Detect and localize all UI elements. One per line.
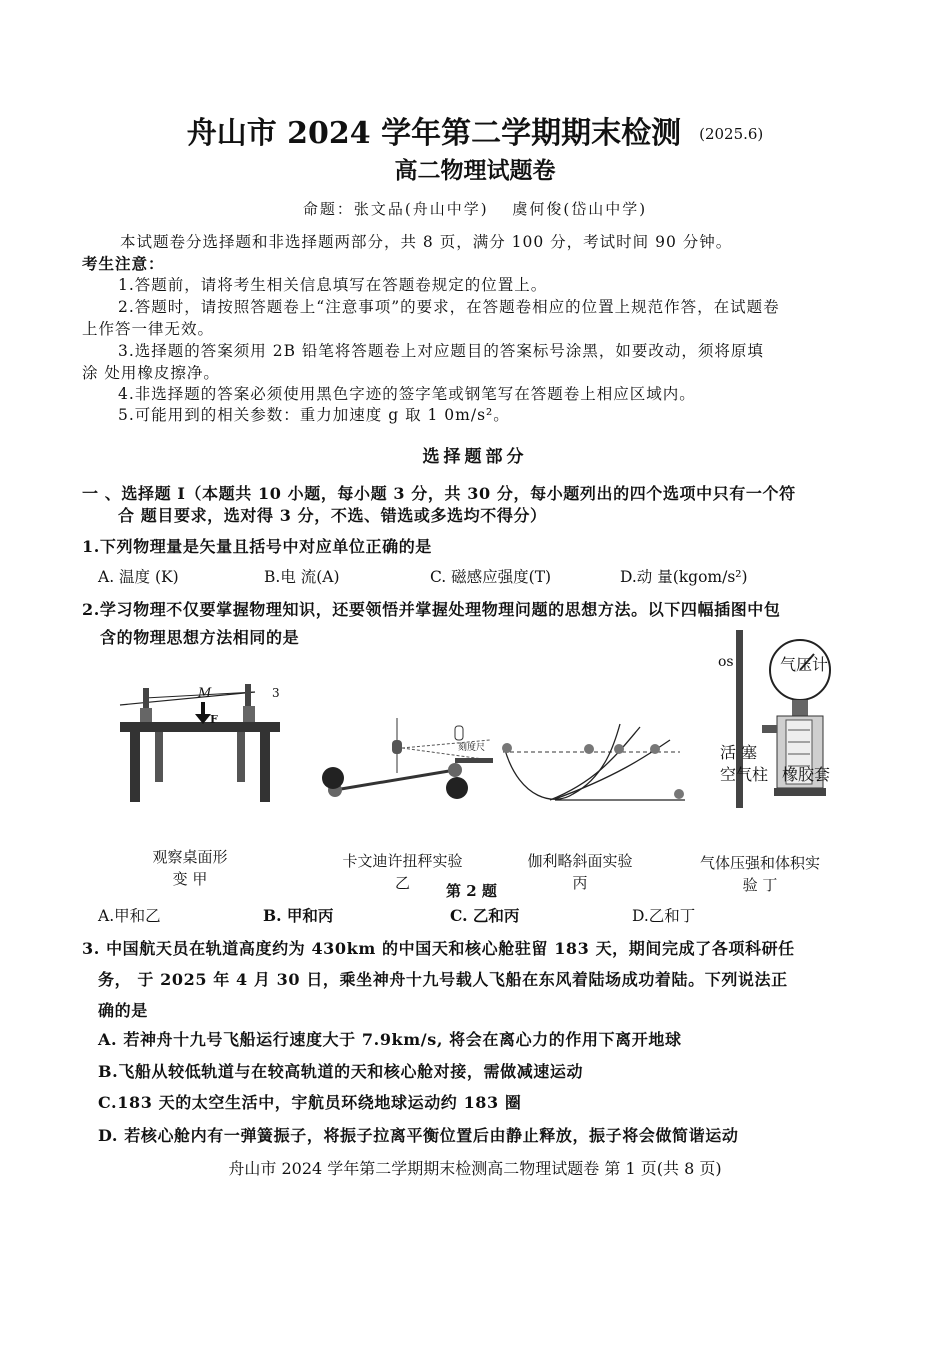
caption-bing: [515, 850, 645, 894]
page-title: [0, 108, 950, 152]
notice-item-4: 4.非选择题的答案必须使用黑色字迹的签字笔或钢笔写在答题卷上相应区域内。: [118, 385, 696, 403]
figure-air-label: 空气柱: [720, 765, 769, 784]
q3-stem-cont-1: 务， 于 2025 年 4 月 30 日，乘坐神舟十九号载人飞船在东风着陆场成功着陆。下列说法正: [98, 970, 788, 989]
authors-line: 命题：张文品(舟山中学) 虞何俊(岱山中学): [302, 200, 648, 218]
caption-ding-line1: 气体压强和体积实: [699, 854, 820, 872]
figure-number-mark: 3: [272, 686, 280, 700]
q2-stem-cont: 含的物理思想方法相同的是: [100, 628, 300, 647]
caption-ding: [690, 852, 830, 896]
page-subtitle: 高二物理试题卷: [394, 157, 556, 184]
figure-galileo-incline: [495, 722, 690, 810]
figure-cavendish: [315, 718, 495, 810]
q3-stem-cont-2: 确的是: [98, 1001, 148, 1020]
figure-rubber-label: 橡胶套: [782, 765, 831, 784]
q1-option-d: D.动 量(kgom/s²): [620, 568, 748, 586]
q3-option-b: B.飞船从较低轨道与在较高轨道的天和核心舱对接，需做减速运动: [98, 1062, 584, 1081]
q2-option-a: A.甲和乙: [98, 907, 161, 925]
notice-item-2-cont: 上作答一律无效。: [82, 320, 215, 338]
q2-option-c: C. 乙和丙: [450, 906, 520, 925]
q1-option-a: A. 温度 (K): [98, 568, 179, 586]
notice-item-1: 1.答题前，请将考生相关信息填写在答题卷规定的位置上。: [118, 276, 548, 294]
caption-yi-line2: 乙: [394, 874, 410, 892]
figure-force-label: F: [210, 713, 218, 726]
caption-jia: [135, 846, 245, 890]
notice-item-3: 3.选择题的答案须用 2B 铅笔将答题卷上对应题目的答案标号涂黑，如要改动，须将原填: [118, 342, 764, 360]
exam-date: (2025.6): [699, 125, 764, 143]
q3-option-a: A. 若神舟十九号飞船运行速度大于 7.9km/s, 将会在离心力的作用下离开地球: [98, 1030, 682, 1049]
q3-option-d: D. 若核心舱内有一弹簧振子，将振子拉离平衡位置后由静止释放，振子将会做简谐运动: [98, 1126, 739, 1145]
figure-piston-label: 活 塞: [720, 743, 758, 762]
caption-jia-line2: 变 甲: [172, 870, 208, 888]
intro-text: 本试题卷分选择题和非选择题两部分，共 8 页，满分 100 分，考试时间 90 分钟。: [120, 233, 733, 251]
q2-option-d: D.乙和丁: [632, 907, 696, 925]
section-title: 选择题部分: [422, 447, 528, 467]
notice-item-2: 2.答题时，请按照答题卷上“注意事项”的要求，在答题卷相应的位置上规范作答，在试题卷: [118, 298, 780, 316]
q2-stem: 2.学习物理不仅要掌握物理知识，还要领悟并掌握处理物理问题的思想方法。以下四幅插图中包: [82, 600, 781, 619]
caption-bing-line1: 伽利略斜面实验: [527, 852, 633, 870]
q1-option-c: C. 磁感应强度(T): [430, 568, 552, 586]
title-text: 舟山市 2024 学年第二学期期末检测: [186, 116, 682, 151]
caption-ding-line2: 验 丁: [742, 876, 778, 894]
notice-item-3-cont: 涂 处用橡皮擦净。: [82, 364, 220, 382]
caption-bing-line2: 丙: [572, 874, 588, 892]
caption-jia-line1: 观察桌面形: [152, 848, 228, 866]
figure-mirror-label: M: [198, 686, 212, 701]
q1-option-b: B.电 流(A): [264, 568, 340, 586]
q1-stem: 1.下列物理量是矢量且括号中对应单位正确的是: [82, 537, 432, 556]
figure-gauge-os: os: [718, 654, 734, 670]
part1-heading: 一 、选择题 I（本题共 10 小题，每小题 3 分，共 30 分，每小题列出的四个选项中只有一个符: [82, 484, 796, 503]
q2-option-b: B. 甲和丙: [263, 906, 334, 925]
notice-item-5: 5.可能用到的相关参数：重力加速度 g 取 1 0m/s²。: [118, 406, 510, 424]
figure-scale-label: 刻度尺: [458, 743, 486, 753]
caption-yi-line1: 卡文迪许扭秤实验: [342, 852, 463, 870]
part1-heading-cont: 合 题目要求，选对得 3 分，不选、错选或多选均不得分）: [118, 506, 547, 525]
notice-heading: 考生注意：: [82, 254, 165, 273]
figure-number: 第 2 题: [446, 882, 497, 900]
page-footer: 舟山市 2024 学年第二学期期末检测高二物理试题卷 第 1 页(共 8 页): [228, 1159, 722, 1178]
figure-gauge-label: 气压计: [780, 655, 829, 674]
q3-option-c: C.183 天的太空生活中，宇航员环绕地球运动约 183 圈: [98, 1093, 522, 1112]
q3-stem: 3. 中国航天员在轨道高度约为 430km 的中国天和核心舱驻留 183 天，期间完成了各项科研任: [82, 939, 795, 958]
